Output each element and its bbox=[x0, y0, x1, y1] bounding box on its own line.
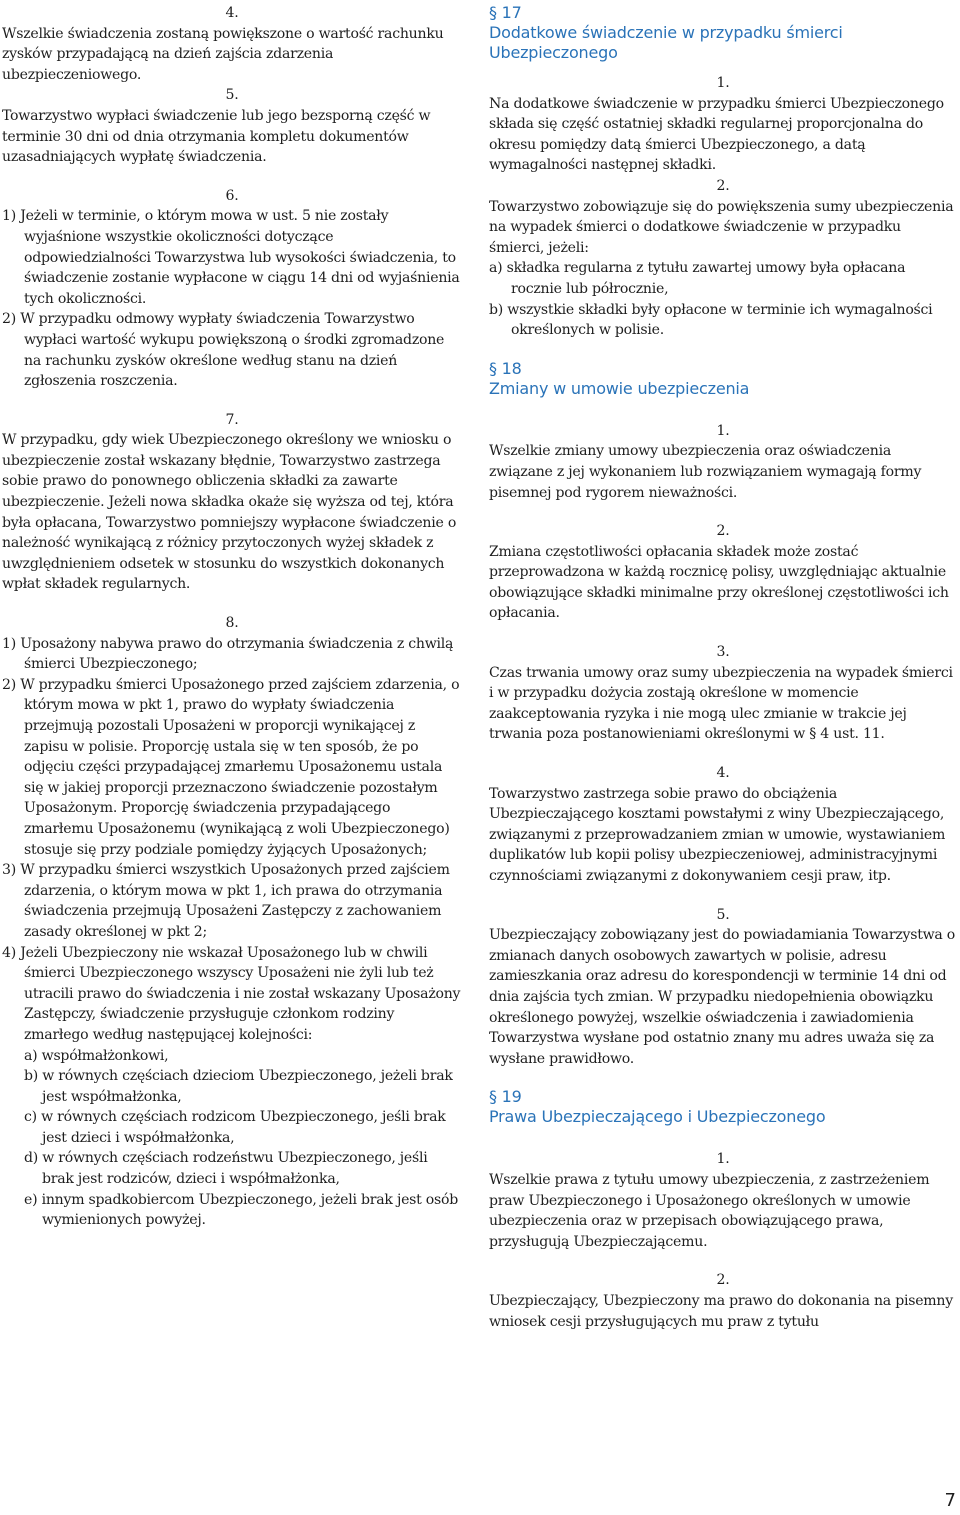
paragraph-number: 5. bbox=[716, 906, 730, 923]
paragraph-text: Towarzystwo wypłaci świadczenie lub jego bezsporną część w terminie 30 dni od dnia otrzymania kompletu dokumentów uzasadniających wypłatę świadczenia. bbox=[2, 107, 431, 166]
paragraph-number: 1. bbox=[716, 75, 730, 91]
list-item: 1) Uposażony nabywa prawo do otrzymania świadczenia z chwilą śmierci Ubezpieczonego; bbox=[2, 635, 454, 673]
page-number: 7 bbox=[944, 1490, 956, 1511]
paragraph-number: 8. bbox=[225, 615, 239, 632]
list-item: 2) W przypadku odmowy wypłaty świadczenia Towarzystwo wypłaci wartość wykupu powiększoną o środki zgromadzone na rachunku zysków określone według stanu na dzień zgłoszenia roszczenia. bbox=[2, 311, 445, 390]
list-item: a) składka regularna z tytułu zawartej umowy była opłacana rocznie lub półrocznie, bbox=[489, 260, 906, 297]
paragraph-text: Ubezpieczający zobowiązany jest do powiadamiania Towarzystwa o zmianach danych osobowych zawartych w polisie, adresu zamieszkania oraz adresu do korespondencji w terminie 14 dni od dnia zajścia tych zmian. W przypadku niedopełnienia obowiązku określonego powyżej, wszelkie oświadczenia i zawiadomienia Towarzystwa wysłane pod ostatnio znany mu adres uważa się za wysłane prawidłowo. bbox=[489, 927, 956, 1067]
paragraph-number: 1. bbox=[716, 1151, 730, 1168]
section-title: Prawa Ubezpieczającego i Ubezpieczonego bbox=[489, 1107, 826, 1127]
paragraph-number: 2. bbox=[716, 523, 730, 540]
sub-list-item: b) w równych częściach dzieciom Ubezpieczonego, jeżeli brak jest współmałżonka, bbox=[24, 1068, 453, 1105]
section-title: Zmiany w umowie ubezpieczenia bbox=[489, 378, 750, 398]
paragraph-text: Ubezpieczający, Ubezpieczony ma prawo do dokonania na pisemny wniosek cesji przysługujących mu praw z tytułu bbox=[489, 1292, 953, 1330]
left-column bbox=[2, 3, 462, 1231]
paragraph-number: 3. bbox=[716, 644, 730, 661]
list-item: b) wszystkie składki były opłacone w terminie ich wymagalności określonych w polisie. bbox=[489, 301, 933, 339]
paragraph-text: Towarzystwo zastrzega sobie prawo do obciążenia Ubezpieczającego kosztami powstałymi z winy Ubezpieczającego, związanymi z przeprowadzaniem zmian w umowie, wystawianiem duplikatów lub kopii polisy ubezpieczeniowej, administracyjnymi czynnościami związanymi z dokonywaniem cesji praw, itp. bbox=[489, 785, 946, 884]
paragraph-number: 4. bbox=[716, 765, 730, 782]
paragraph-number: 5. bbox=[225, 87, 239, 104]
sub-list-item: a) współmałżonkowi, bbox=[24, 1047, 169, 1064]
list-item: 1) Jeżeli w terminie, o którym mowa w ust. 5 nie zostały wyjaśnione wszystkie okoliczności dotyczące odpowiedzialności Towarzystwa lub wysokości świadczenia, to świadczenie zostanie wypłacone w ciągu 14 dni od wyjaśnienia tych okoliczności. bbox=[2, 208, 460, 307]
right-column bbox=[489, 3, 957, 1332]
section-sign: § 19 bbox=[489, 1087, 522, 1107]
paragraph-text: Towarzystwo zobowiązuje się do powiększenia sumy ubezpieczenia na wypadek śmierci o dodatkowe świadczenie w przypadku śmierci, jeżeli: bbox=[489, 198, 954, 256]
section-title: Dodatkowe świadczenie w przypadku śmierci Ubezpieczonego bbox=[489, 23, 843, 62]
section-sign: § 17 bbox=[489, 3, 522, 22]
paragraph-text: Zmiana częstotliwości opłacania składek może zostać przeprowadzona w każdą rocznicę polisy, uwzględniając aktualnie obowiązujące składki minimalne przy określonej częstotliwości ich opłacania. bbox=[489, 543, 949, 622]
paragraph-number: 1. bbox=[716, 422, 730, 439]
sub-list-item: e) innym spadkobiercom Ubezpieczonego, jeżeli brak jest osób wymienionych powyżej. bbox=[24, 1191, 459, 1229]
paragraph-text: Wszelkie świadczenia zostaną powiększone o wartość rachunku zysków przypadającą na dzień zajścia zdarzenia ubezpieczeniowego. bbox=[2, 25, 444, 83]
paragraph-text: Na dodatkowe świadczenie w przypadku śmierci Ubezpieczonego składa się część ostatniej składki regularnej proporcjonalna do okresu pomiędzy datą śmierci Ubezpieczonego, a datą wymagalności następnej składki. bbox=[489, 95, 944, 174]
paragraph-number: 4. bbox=[225, 5, 239, 21]
paragraph-number: 7. bbox=[225, 411, 239, 428]
paragraph-text: Czas trwania umowy oraz sumy ubezpieczenia na wypadek śmierci i w przypadku dożycia zostają określone w momencie zaakceptowania ryzyka i nie mogą ulec zmianie w trakcie jej trwania poza postanowieniami określonymi w § 4 ust. 11. bbox=[489, 664, 953, 743]
sub-list-item: d) w równych częściach rodzeństwu Ubezpieczonego, jeśli brak jest rodziców, dzieci i współmałżonka, bbox=[24, 1150, 428, 1188]
list-item: 4) Jeżeli Ubezpieczony nie wskazał Uposażonego lub w chwili śmierci Ubezpieczonego wszyscy Uposażeni nie żyli lub też utracili prawo do świadczenia i nie został wskazany Uposażony Zastępczy, świadczenie przysługuje członkom rodziny zmarłego według następującej kolejności: bbox=[2, 944, 461, 1043]
paragraph-number: 6. bbox=[225, 187, 239, 204]
paragraph-number: 2. bbox=[716, 1272, 730, 1289]
sub-list-item: c) w równych częściach rodzicom Ubezpieczonego, jeśli brak jest dzieci i współmałżonka, bbox=[24, 1109, 446, 1146]
paragraph-text: W przypadku, gdy wiek Ubezpieczonego określony we wniosku o ubezpieczenie został wskazany błędnie, Towarzystwo zastrzega sobie prawo do ponownego obliczenia składki za zawarte ubezpieczenie. Jeżeli nowa składka okaże się wyższa od tej, która była opłacana, Towarzystwo pomniejszy wypłacone świadczenie o należność wynikającą z różnicy przytoczonych wyżej składek z uwzględnieniem odsetek w stosunku do wszystkich dokonanych wpłat składek regularnych. bbox=[2, 432, 457, 593]
list-item: 2) W przypadku śmierci Uposażonego przed zajściem zdarzenia, o którym mowa w pkt 1, prawo do wypłaty świadczenia przejmują pozostali Uposażeni w proporcji wynikającej z zapisu w polisie. Proporcję ustala się w ten sposób, że po odjęciu części przypadającej zmarłemu Uposażonemu ustala się w jakiej proporcji przeznaczono świadczenie pozostałym Uposażonym. Proporcję świadczenia przypadającego zmarłemu Uposażonemu (wynikającą z woli Ubezpieczonego) stosuje się przy podziale pomiędzy żyjących Uposażonych; bbox=[2, 676, 460, 858]
paragraph-text: Wszelkie zmiany umowy ubezpieczenia oraz oświadczenia związane z jej wykonaniem lub rozwiązaniem wymagają formy pisemnej pod rygorem nieważności. bbox=[489, 443, 922, 501]
paragraph-text: Wszelkie prawa z tytułu umowy ubezpieczenia, z zastrzeżeniem praw Ubezpieczonego i Uposażonego określonych w umowie ubezpieczenia oraz w przepisach obowiązującego prawa, przysługują Ubezpieczającemu. bbox=[489, 1171, 930, 1250]
section-sign: § 18 bbox=[489, 358, 522, 378]
list-item: 3) W przypadku śmierci wszystkich Uposażonych przed zajściem zdarzenia, o którym mowa w pkt 1, ich prawa do otrzymania świadczenia przejmują Uposażeni Zastępczy z zachowaniem zasady określonej w pkt 2; bbox=[2, 862, 450, 940]
paragraph-number: 2. bbox=[716, 177, 730, 194]
